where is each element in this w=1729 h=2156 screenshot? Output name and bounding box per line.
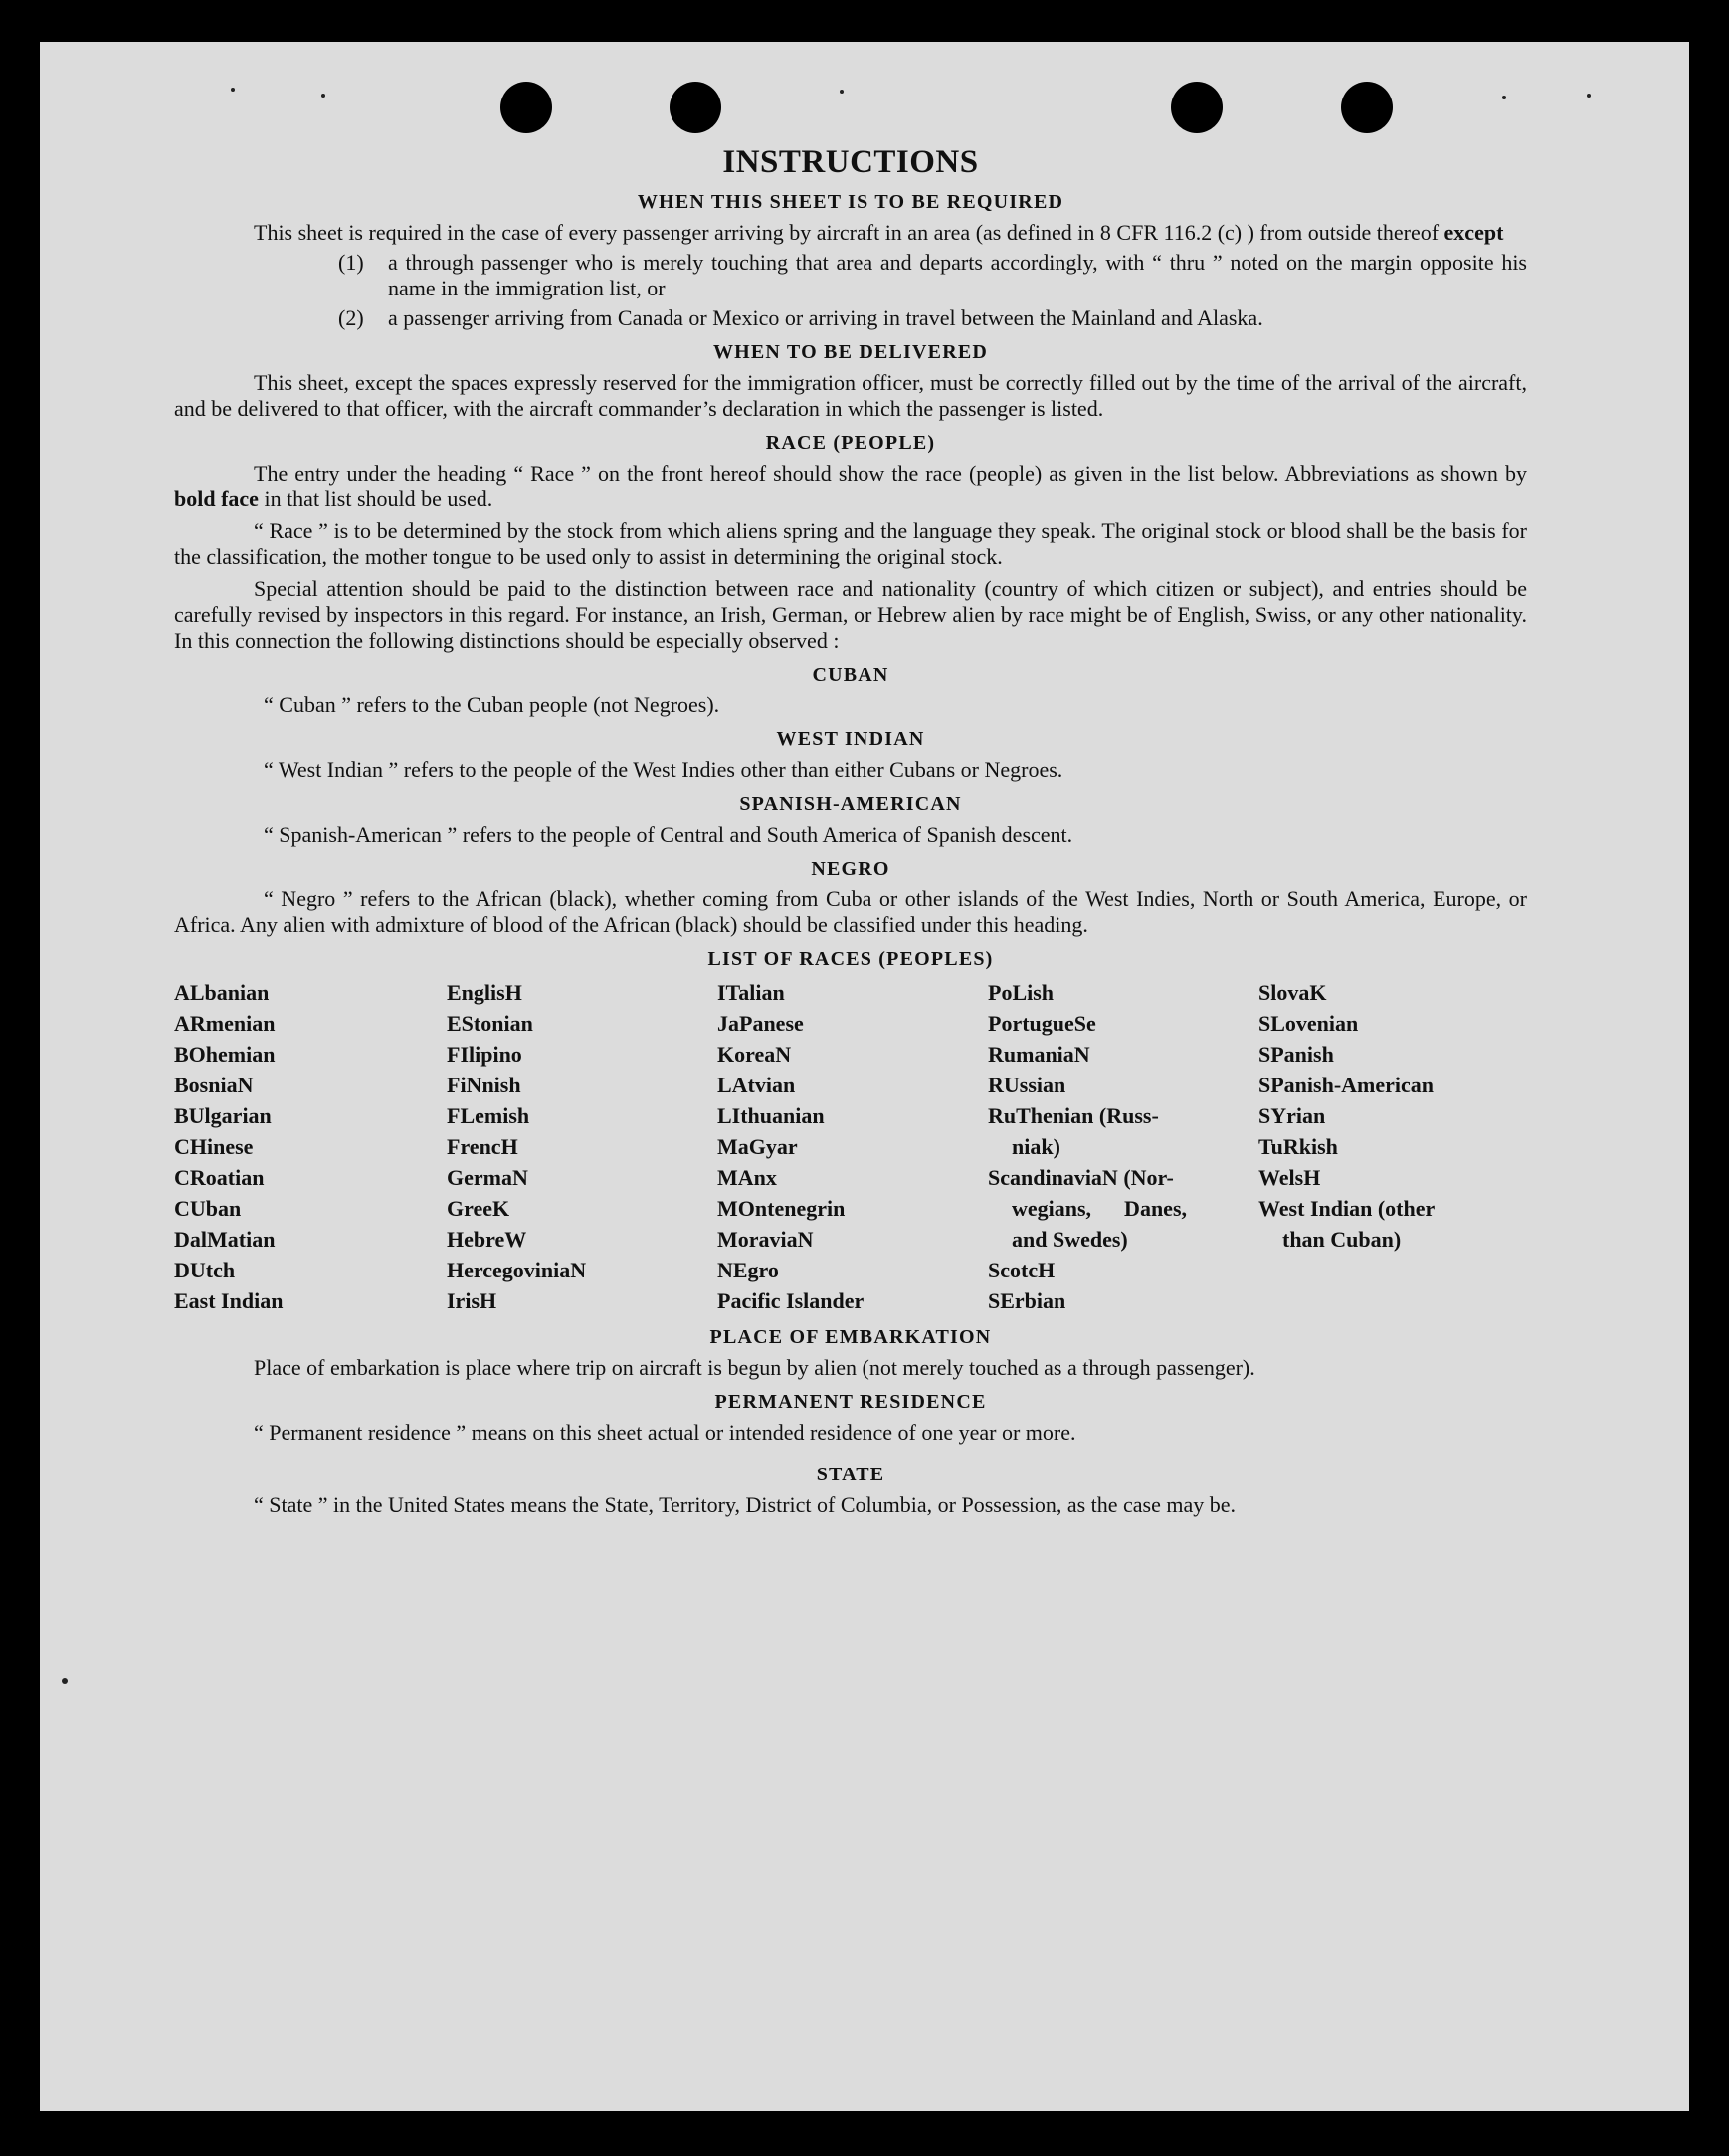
race-entry: CRoatian xyxy=(174,1165,265,1190)
race-p1-b: in that list should be used. xyxy=(264,487,493,511)
punch-hole xyxy=(500,82,552,133)
race-entry: GermaN xyxy=(447,1165,528,1190)
race-entry: IrisH xyxy=(447,1288,497,1313)
race-paragraph: Special attention should be paid to the distinction between race and nationality (country of which citizen or subject), and entries should be carefully revised by inspectors in this regard. For instance, an Irish, German, or Hebrew alien by race might be of English, Swiss, or any other nationality. In this connection the following distinctions should be especially observed : xyxy=(174,576,1527,653)
race-entry: SlovaK xyxy=(1258,980,1327,1005)
cuban-text: “ Cuban ” refers to the Cuban people (not Negroes). xyxy=(264,692,720,717)
race-entry: LIthuanian xyxy=(717,1103,825,1128)
residence-text: “ Permanent residence ” means on this sheet actual or intended residence of one year or more. xyxy=(254,1420,1076,1445)
punch-hole xyxy=(1171,82,1223,133)
race-entry: ARmenian xyxy=(174,1011,276,1036)
race-paragraph: “ Race ” is to be determined by the stock from which aliens spring and the language they speak. The original stock or blood shall be the basis for the classification, the mother tongue to be used only to assist in determining the original stock. xyxy=(174,518,1527,569)
item-text: a through passenger who is merely touching that area and departs accordingly, with “ thru ” noted on the margin opposite his name in the immigration list, or xyxy=(388,250,1527,300)
race-entry: BOhemian xyxy=(174,1042,276,1067)
race-entry: NEgro xyxy=(717,1258,779,1282)
race-entry: West Indian (other xyxy=(1258,1196,1436,1221)
section-heading: SPANISH-AMERICAN xyxy=(739,793,962,815)
race-entry: BosniaN xyxy=(174,1073,254,1097)
speck xyxy=(231,88,235,92)
race-entry: CUban xyxy=(174,1196,242,1221)
race-entry: ALbanian xyxy=(174,980,270,1005)
race-column xyxy=(1258,977,1529,1316)
race-entry: ScandinaviaN (Nor- xyxy=(988,1165,1174,1190)
race-entry: PoLish xyxy=(988,980,1055,1005)
race-column xyxy=(717,977,988,1316)
race-p1-a: The entry under the heading “ Race ” on the front hereof should show the race (people) as given in the list below. Abbreviations as shown by xyxy=(254,461,1527,486)
spanish-american-text: “ Spanish-American ” refers to the people of Central and South America of Spanish descent. xyxy=(264,822,1073,847)
race-paragraph xyxy=(174,461,1527,512)
race-entry: GreeK xyxy=(447,1196,510,1221)
race-entry: ITalian xyxy=(717,980,785,1005)
state-text: “ State ” in the United States means the State, Territory, District of Columbia, or Possession, as the case may be. xyxy=(254,1492,1237,1517)
page-title: INSTRUCTIONS xyxy=(722,144,979,180)
race-entry: LAtvian xyxy=(717,1073,796,1097)
speck xyxy=(321,94,325,98)
race-entry: SPanish-American xyxy=(1258,1073,1434,1097)
race-entry: FrencH xyxy=(447,1134,518,1159)
race-entry: MOntenegrin xyxy=(717,1196,846,1221)
negro-text: “ Negro ” refers to the African (black), whether coming from Cuba or other islands of the West Indies, North or South America, Europe, or Africa. Any alien with admixture of blood of the African (black) should be classified under this heading. xyxy=(174,886,1527,937)
section-heading: RACE (PEOPLE) xyxy=(765,432,936,454)
section-heading: WHEN THIS SHEET IS TO BE REQUIRED xyxy=(637,191,1064,213)
race-entry-continued: wegians, Danes, xyxy=(1012,1196,1188,1221)
race-entry-continued: than Cuban) xyxy=(1282,1227,1402,1252)
section-heading: NEGRO xyxy=(811,858,890,880)
list-item xyxy=(174,250,1527,301)
race-entry: FIlipino xyxy=(447,1042,522,1067)
race-entry: East Indian xyxy=(174,1288,284,1313)
race-entry: KoreaN xyxy=(717,1042,792,1067)
speck xyxy=(840,90,844,94)
race-column xyxy=(174,977,447,1316)
punch-hole xyxy=(670,82,721,133)
race-entry: SYrian xyxy=(1258,1103,1326,1128)
race-entry: PortugueSe xyxy=(988,1011,1096,1036)
item-number: (2) xyxy=(338,305,364,330)
race-entry: MoraviaN xyxy=(717,1227,814,1252)
race-entry: DUtch xyxy=(174,1258,236,1282)
race-entry: BUlgarian xyxy=(174,1103,272,1128)
race-entry: FLemish xyxy=(447,1103,530,1128)
race-entry-continued: niak) xyxy=(1012,1134,1060,1159)
race-entry: SPanish xyxy=(1258,1042,1334,1067)
race-entry: Pacific Islander xyxy=(717,1288,864,1313)
west-indian-text: “ West Indian ” refers to the people of the West Indies other than either Cubans or Negroes. xyxy=(264,757,1063,782)
race-entry: FiNnish xyxy=(447,1073,521,1097)
punch-hole xyxy=(1341,82,1393,133)
race-entry: RumaniaN xyxy=(988,1042,1090,1067)
race-entry: TuRkish xyxy=(1258,1134,1338,1159)
section-heading: WEST INDIAN xyxy=(776,728,925,750)
section-heading: PERMANENT RESIDENCE xyxy=(714,1391,987,1413)
race-list xyxy=(174,977,1527,1316)
race-p1-bold: bold face xyxy=(174,487,259,511)
race-entry: MAnx xyxy=(717,1165,777,1190)
race-entry: EStonian xyxy=(447,1011,533,1036)
race-entry: MaGyar xyxy=(717,1134,798,1159)
race-entry: WelsH xyxy=(1258,1165,1321,1190)
speck xyxy=(62,1678,68,1684)
delivered-text: This sheet, except the spaces expressly reserved for the immigration officer, must be correctly filled out by the time of the arrival of the aircraft, and be delivered to that officer, with the aircraft commander’s declaration in which the passenger is listed. xyxy=(174,370,1527,421)
item-text: a passenger arriving from Canada or Mexico or arriving in travel between the Mainland and Alaska. xyxy=(388,305,1263,330)
race-entry: HebreW xyxy=(447,1227,527,1252)
required-intro xyxy=(174,220,1527,246)
race-entry: JaPanese xyxy=(717,1011,804,1036)
race-column xyxy=(447,977,717,1316)
race-entry: EnglisH xyxy=(447,980,522,1005)
race-entry-continued: and Swedes) xyxy=(1012,1227,1128,1252)
race-entry: HercegoviniaN xyxy=(447,1258,587,1282)
section-heading: STATE xyxy=(816,1464,885,1485)
race-entry: RUssian xyxy=(988,1073,1066,1097)
required-intro-bold: except xyxy=(1443,220,1504,245)
section-heading: CUBAN xyxy=(812,664,889,686)
race-entry: DalMatian xyxy=(174,1227,276,1252)
required-intro-text: This sheet is required in the case of every passenger arriving by aircraft in an area (as defined in 8 CFR 116.2 (c) ) from outside thereof xyxy=(254,220,1440,245)
list-item xyxy=(174,305,1527,331)
race-column xyxy=(988,977,1258,1316)
race-entry: SErbian xyxy=(988,1288,1066,1313)
instructions-text xyxy=(174,144,1527,1518)
race-entry: ScotcH xyxy=(988,1258,1056,1282)
race-entry: CHinese xyxy=(174,1134,254,1159)
section-heading: LIST OF RACES (PEOPLES) xyxy=(707,948,994,970)
race-entry: RuThenian (Russ- xyxy=(988,1103,1159,1128)
section-heading: WHEN TO BE DELIVERED xyxy=(712,341,989,363)
section-heading: PLACE OF EMBARKATION xyxy=(709,1326,992,1348)
speck xyxy=(1502,96,1506,99)
embarkation-text: Place of embarkation is place where trip on aircraft is begun by alien (not merely touched as a through passenger). xyxy=(254,1355,1255,1380)
speck xyxy=(1587,94,1591,98)
item-number: (1) xyxy=(338,250,364,275)
race-entry: SLovenian xyxy=(1258,1011,1359,1036)
